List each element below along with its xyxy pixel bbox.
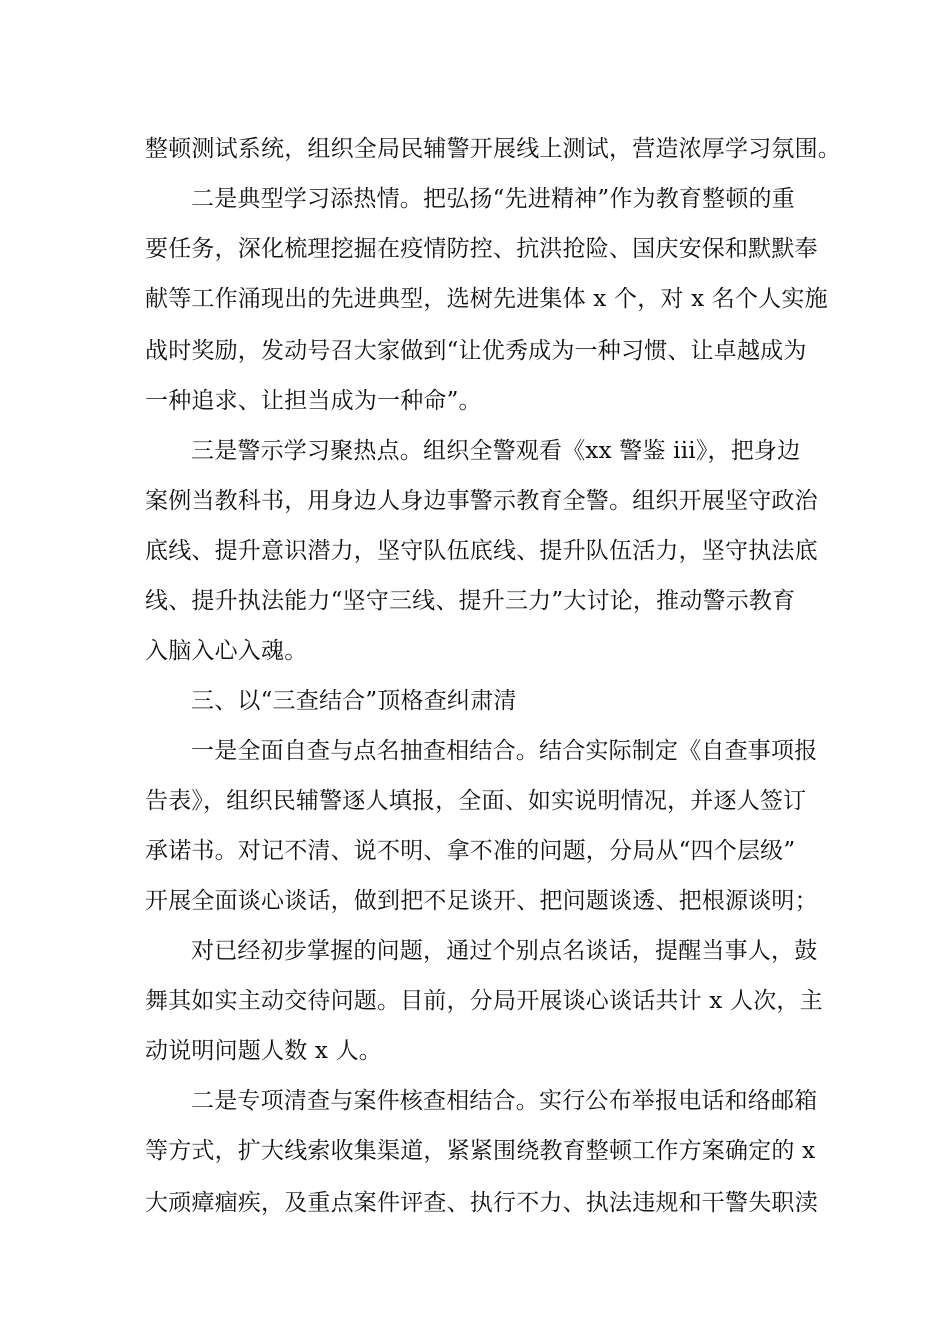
text-line-10: 线、提升执法能力“坚守三线、提升三力”大讨论，推动警示教育 xyxy=(145,588,796,614)
text-line-9: 底线、提升意识潜力，坚守队伍底线、提升队伍活力，坚守执法底 xyxy=(145,538,818,564)
text-line-19: 动说明问题人数 x 人。 xyxy=(145,1038,382,1064)
text-line-16: 开展全面谈心谈话，做到把不足谈开、把问题谈透、把根源谈明； xyxy=(145,888,818,914)
text-line-5: 战时奖励，发动号召大家做到“让优秀成为一种习惯、让卓越成为 xyxy=(145,338,807,364)
text-line-3: 要任务，深化梳理挖掘在疫情防控、抗洪抢险、国庆安保和默默奉 xyxy=(145,236,818,262)
text-line-14: 告表》，组织民辅警逐人填报，全面、如实说明情况，并逐人签订 xyxy=(145,788,807,814)
text-line-6: 一种追求、让担当成为一种命”。 xyxy=(145,388,482,414)
text-line-20: 二是专项清查与案件核查相结合。实行公布举报电话和络邮箱 xyxy=(191,1088,818,1114)
text-line-22: 大顽瘴痼疾，及重点案件评查、执行不力、执法违规和干警失职渎 xyxy=(145,1190,818,1216)
text-line-4: 献等工作涌现出的先进典型，选树先进集体 x 个，对 x 名个人实施 xyxy=(145,286,828,312)
text-line-2: 二是典型学习添热情。把弘扬“先进精神”作为教育整顿的重 xyxy=(191,186,795,212)
text-line-8: 案例当教科书，用身边人身边事警示教育全警。组织开展坚守政治 xyxy=(145,488,818,514)
text-line-18: 舞其如实主动交待问题。目前，分局开展谈心谈话共计 x 人次，主 xyxy=(145,988,823,1014)
text-line-15: 承诺书。对记不清、说不明、拿不准的问题，分局从“四个层级” xyxy=(145,838,796,864)
text-line-13: 一是全面自查与点名抽查相结合。结合实际制定《自查事项报 xyxy=(191,738,818,764)
text-line-17: 对已经初步掌握的问题，通过个别点名谈话，提醒当事人，鼓 xyxy=(191,938,818,964)
text-line-21: 等方式，扩大线索收集渠道，紧紧围绕教育整顿工作方案确定的 x xyxy=(145,1138,816,1164)
text-line-1: 整顿测试系统，组织全局民辅警开展线上测试，营造浓厚学习氛围。 xyxy=(145,136,841,162)
section-heading: 三、以“三查结合”顶格查纠肃清 xyxy=(191,688,517,714)
text-line-11: 入脑入心入魂。 xyxy=(145,638,308,664)
text-line-7: 三是警示学习聚热点。组织全警观看《xx 警鉴 iii》，把身边 xyxy=(191,438,801,464)
